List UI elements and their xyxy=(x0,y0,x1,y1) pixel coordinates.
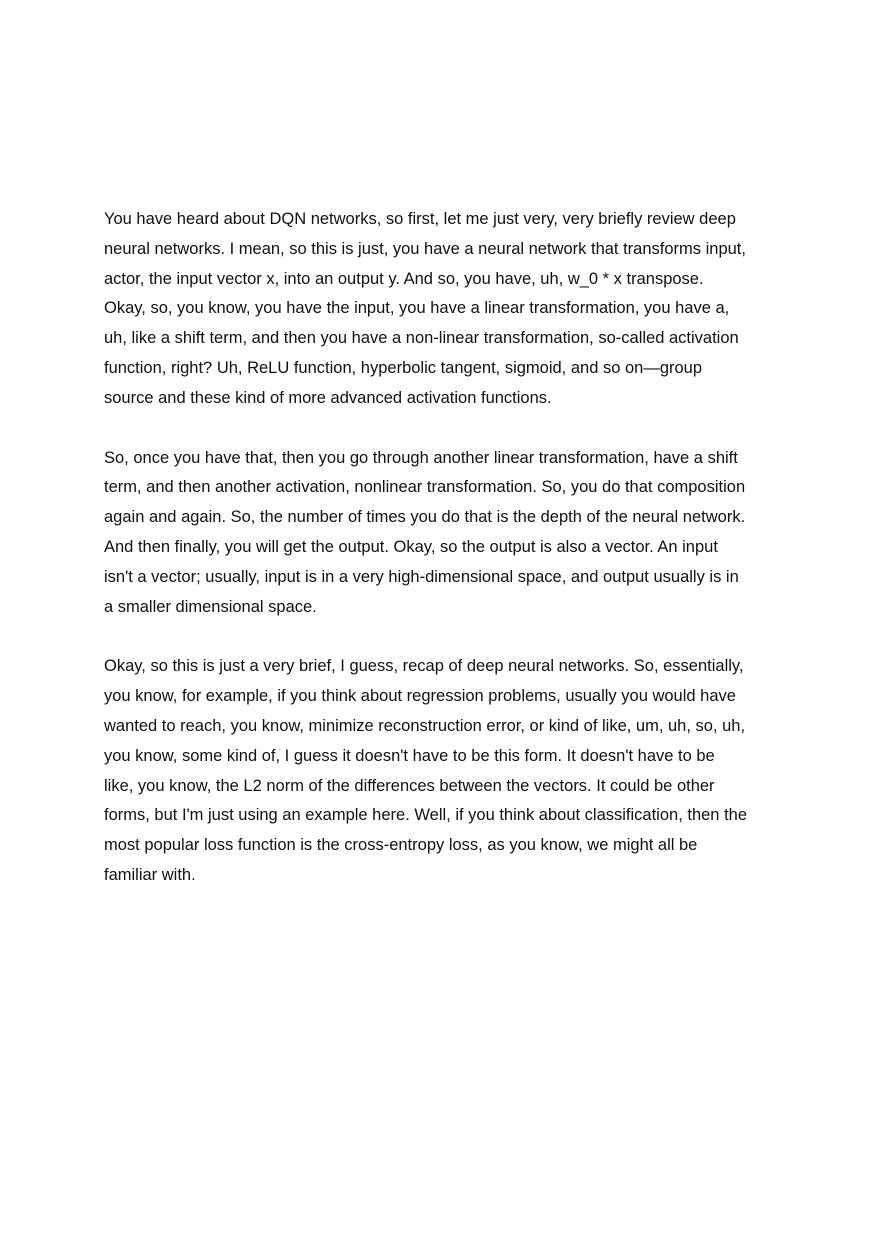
document-body xyxy=(104,205,794,921)
paragraph-2: So, once you have that, then you go through another linear transformation, have a shift term, and then another activation, nonlinear transformation. So, you do that composition again and again. So, the number of times you do that is the depth of the neural network. And then finally, you will get the output. Okay, so the output is also a vector. An input isn't a vector; usually, input is in a very high-dimensional space, and output usually is in a smaller dimensional space. xyxy=(104,448,746,616)
paragraph-3: Okay, so this is just a very brief, I guess, recap of deep neural networks. So, essentially, you know, for example, if you think about regression problems, usually you would have wanted to reach, you know, minimize reconstruction error, or kind of like, um, uh, so, uh, you know, some kind of, I guess it doesn't have to be this form. It doesn't have to be like, you know, the L2 norm of the differences between the vectors. It could be other forms, but I'm just using an example here. Well, if you think about classification, then the most popular loss function is the cross-entropy loss, as you know, we might all be familiar with. xyxy=(104,657,748,884)
paragraph-1: You have heard about DQN networks, so first, let me just very, very briefly review deep neural networks. I mean, so this is just, you have a neural network that transforms input, actor, the input vector x, into an output y. And so, you have, uh, w_0 * x transpose. Okay, so, you know, you have the input, you have a linear transformation, you have a, uh, like a shift term, and then you have a non-linear transformation, so-called activation function, right? Uh, ReLU function, hyperbolic tangent, sigmoid, and so on—group source and these kind of more advanced activation functions. xyxy=(104,210,746,407)
